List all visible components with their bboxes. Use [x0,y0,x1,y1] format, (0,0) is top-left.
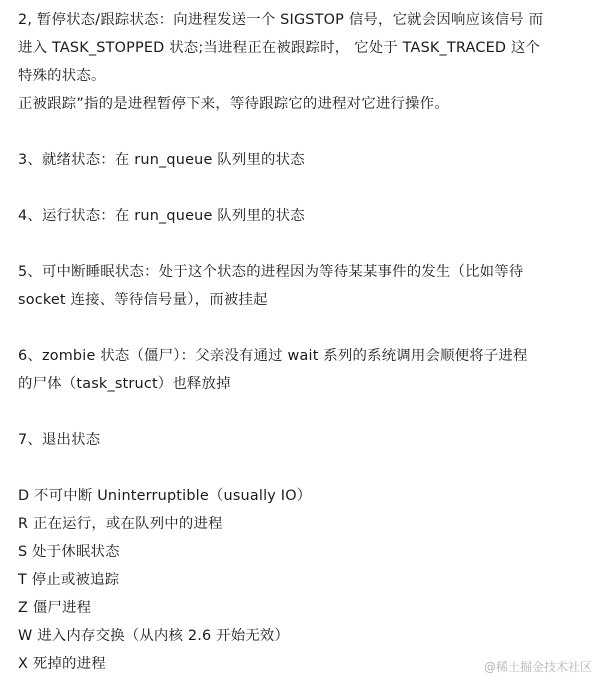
paragraph-5-line-2: socket 连接、等待信号量），而被挂起 [18,292,268,308]
paragraph-6-line-2: 的尸体（task_struct）也释放掉 [18,376,231,392]
paragraph-2-line-1: 2, 暂停状态/跟踪状态：向进程发送一个 SIGSTOP 信号，它就会因响应该信号 而 [18,12,544,28]
state-code-s: S 处于休眠状态 [18,544,120,560]
spacer [18,118,596,146]
paragraph-2-line-2: 进入 TASK_STOPPED 状态;当进程正在被跟踪时， 它处于 TASK_TRACED 这个 [18,40,541,56]
state-code-d: D 不可中断 Uninterruptible（usually IO） [18,488,312,504]
spacer [18,398,596,426]
state-code-x: X 死掉的进程 [18,656,106,672]
paragraph-3: 3、就绪状态：在 run_queue 队列里的状态 [18,152,305,168]
state-code-r: R 正在运行，或在队列中的进程 [18,516,223,532]
watermark: @稀土掘金技术社区 [483,660,592,674]
paragraph-6-line-1: 6、zombie 状态（僵尸）：父亲没有通过 wait 系列的系统调用会顺便将子进程 [18,348,528,364]
paragraph-4: 4、运行状态：在 run_queue 队列里的状态 [18,208,305,224]
paragraph-2-line-4: 正被跟踪”指的是进程暂停下来，等待跟踪它的进程对它进行操作。 [18,96,449,112]
paragraph-5-line-1: 5、可中断睡眠状态：处于这个状态的进程因为等待某某事件的发生（比如等待 [18,264,524,280]
paragraph-2-line-3: 特殊的状态。 [18,68,106,84]
state-code-w: W 进入内存交换（从内核 2.6 开始无效） [18,628,290,644]
document-body [18,6,596,678]
spacer [18,230,596,258]
state-code-t: T 停止或被追踪 [18,572,120,588]
spacer [18,454,596,482]
spacer [18,174,596,202]
spacer [18,314,596,342]
state-code-z: Z 僵尸进程 [18,600,92,616]
paragraph-7: 7、退出状态 [18,432,101,448]
